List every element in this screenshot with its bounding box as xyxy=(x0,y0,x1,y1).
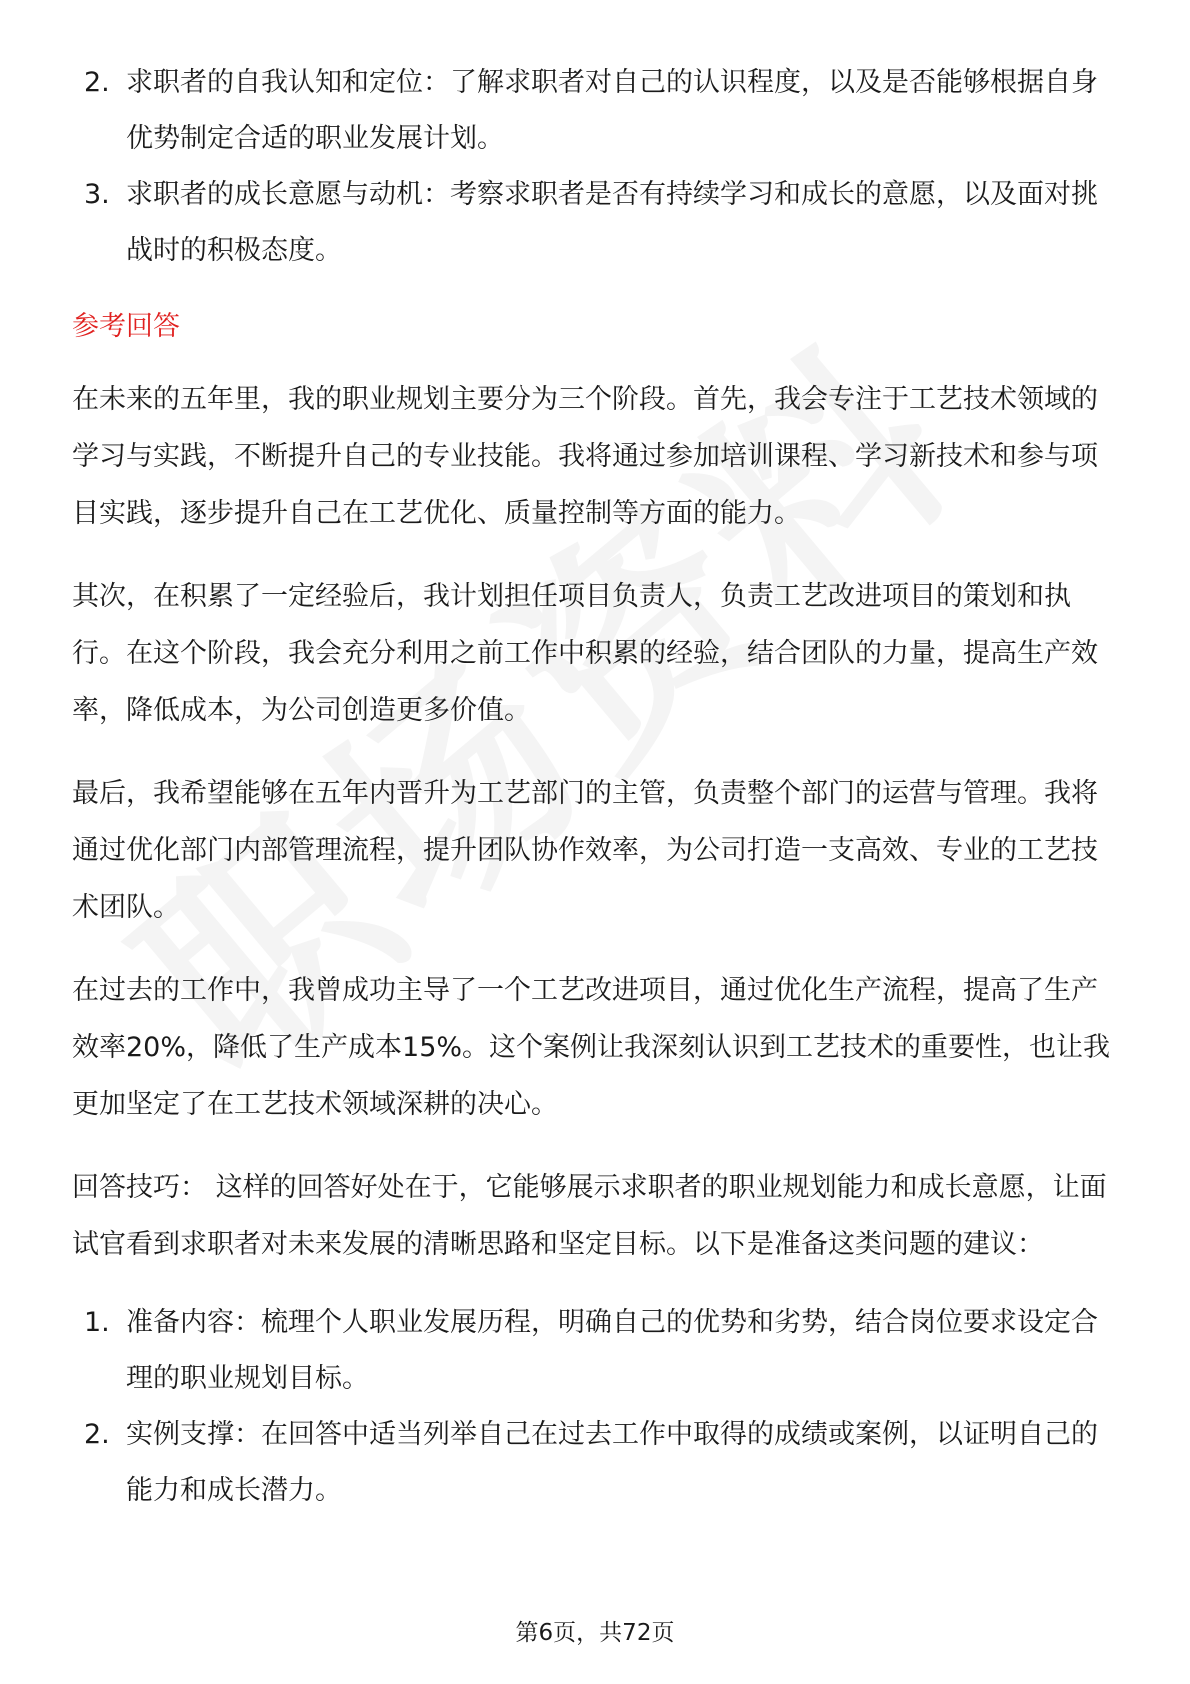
bottom-numbered-list xyxy=(72,1295,1117,1519)
list-item-number: 1. xyxy=(84,1307,110,1338)
paragraph: 在未来的五年里，我的职业规划主要分为三个阶段。首先，我会专注于工艺技术领域的学习与实践，不断提升自己的专业技能。我将通过参加培训课程、学习新技术和参与项目实践，逐步提升自己在工艺优化、质量控制等方面的能力。 xyxy=(72,384,1098,529)
list-item xyxy=(72,55,1117,167)
list-item-number: 3. xyxy=(84,179,110,210)
page-footer: 第6页，共72页 xyxy=(515,1620,675,1646)
list-item xyxy=(72,167,1117,279)
top-numbered-list xyxy=(72,55,1117,279)
list-item-text: 实例支撑：在回答中适当列举自己在过去工作中取得的成绩或案例，以证明自己的能力和成长潜力。 xyxy=(126,1419,1098,1506)
list-item-text: 求职者的自我认知和定位：了解求职者对自己的认识程度，以及是否能够根据自身优势制定合适的职业发展计划。 xyxy=(126,67,1098,154)
list-item-text: 求职者的成长意愿与动机：考察求职者是否有持续学习和成长的意愿，以及面对挑战时的积极态度。 xyxy=(126,179,1098,266)
document-content xyxy=(72,55,1117,1519)
list-item xyxy=(72,1295,1117,1407)
list-item xyxy=(72,1407,1117,1519)
list-item-text: 准备内容：梳理个人职业发展历程，明确自己的优势和劣势，结合岗位要求设定合理的职业规划目标。 xyxy=(126,1307,1098,1394)
paragraph: 其次，在积累了一定经验后，我计划担任项目负责人，负责工艺改进项目的策划和执行。在这个阶段，我会充分利用之前工作中积累的经验，结合团队的力量，提高生产效率，降低成本，为公司创造更多价值。 xyxy=(72,581,1098,726)
paragraph: 回答技巧： 这样的回答好处在于，它能够展示求职者的职业规划能力和成长意愿，让面试官看到求职者对未来发展的清晰思路和坚定目标。以下是准备这类问题的建议： xyxy=(72,1172,1107,1260)
paragraph: 在过去的工作中，我曾成功主导了一个工艺改进项目，通过优化生产流程，提高了生产效率20%，降低了生产成本15%。这个案例让我深刻认识到工艺技术的重要性，也让我更加坚定了在工艺技术领域深耕的决心。 xyxy=(72,975,1111,1120)
paragraph: 最后，我希望能够在五年内晋升为工艺部门的主管，负责整个部门的运营与管理。我将通过优化部门内部管理流程，提升团队协作效率，为公司打造一支高效、专业的工艺技术团队。 xyxy=(72,778,1098,923)
list-item-number: 2. xyxy=(84,1419,110,1450)
section-title: 参考回答 xyxy=(72,311,180,342)
list-item-number: 2. xyxy=(84,67,110,98)
